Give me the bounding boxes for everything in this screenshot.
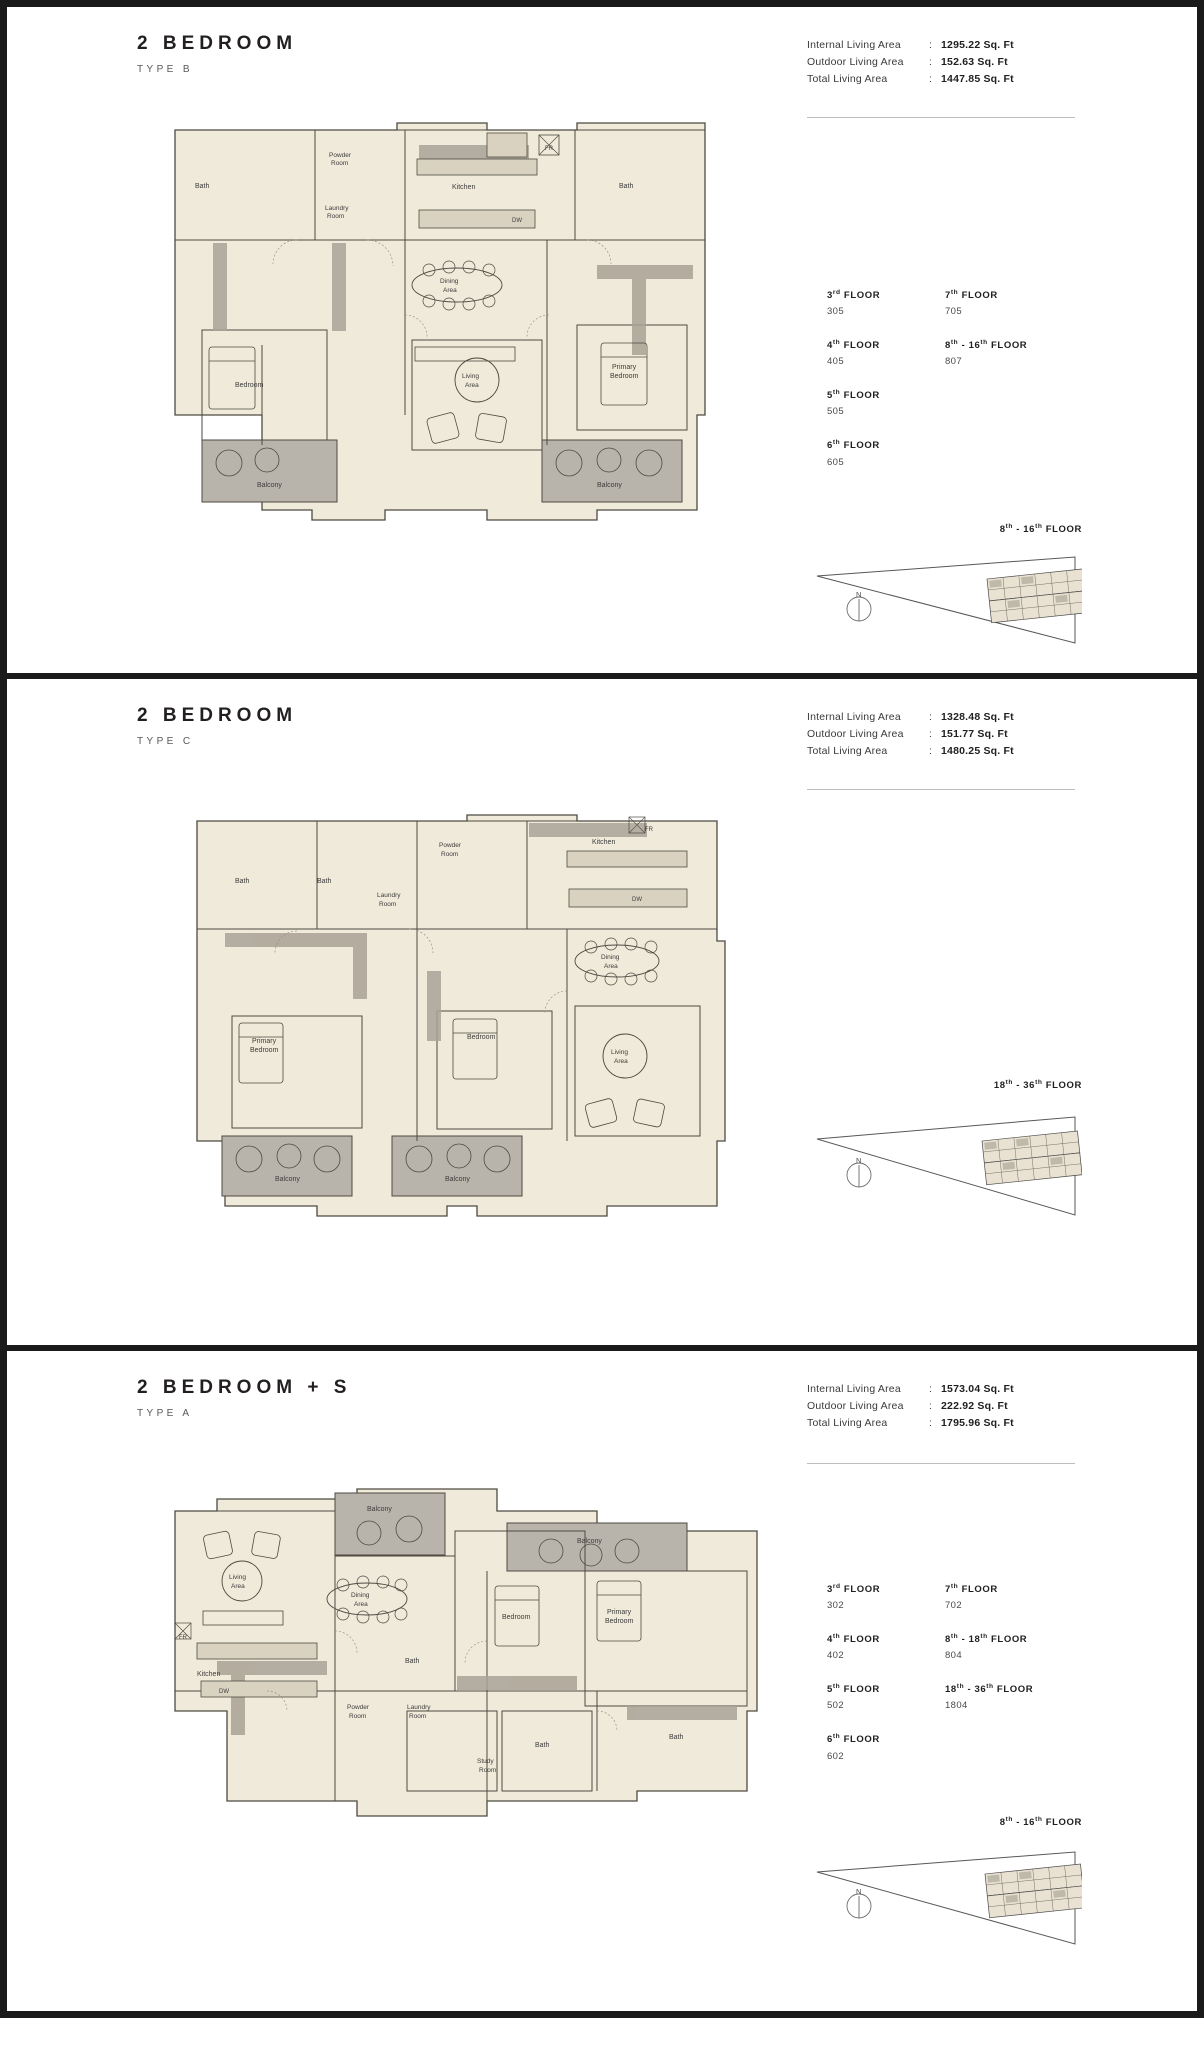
- floor-unit-number: 702: [945, 1600, 963, 1612]
- area-value: 222.92 Sq. Ft: [941, 1400, 1008, 1412]
- svg-text:Primary: Primary: [607, 1609, 632, 1616]
- svg-text:Powder: Powder: [329, 152, 352, 159]
- svg-text:Room: Room: [441, 851, 459, 858]
- floor-label: 5th FLOOR: [827, 389, 880, 402]
- svg-text:Living: Living: [611, 1049, 628, 1056]
- area-label: Total Living Area: [807, 1417, 888, 1429]
- divider: [807, 789, 1075, 790]
- area-colon: :: [929, 711, 932, 723]
- floor-unit-number: 605: [827, 456, 845, 468]
- area-label: Total Living Area: [807, 745, 888, 757]
- area-colon: :: [929, 73, 932, 85]
- unit-block-2bed-plus-s-type-a: [7, 1351, 1197, 2011]
- floor-cell: [827, 1583, 945, 1611]
- svg-text:Bath: Bath: [619, 183, 634, 190]
- keyplan-a: [807, 1816, 1082, 1956]
- area-label: Internal Living Area: [807, 39, 901, 51]
- floor-cell: [945, 1583, 1075, 1611]
- svg-text:Balcony: Balcony: [275, 1176, 300, 1183]
- keyplan-drawing: [807, 541, 1082, 651]
- svg-text:Living: Living: [229, 1574, 246, 1581]
- svg-text:Balcony: Balcony: [257, 482, 282, 489]
- area-colon: :: [929, 1400, 932, 1412]
- unit-title-block-a: [137, 1377, 351, 1419]
- unit-block-2bed-type-b: [7, 7, 1197, 679]
- svg-text:Bath: Bath: [669, 1734, 684, 1741]
- svg-text:Room: Room: [479, 1767, 497, 1774]
- area-row: [807, 39, 1082, 51]
- floor-label: 8th - 18th FLOOR: [945, 1633, 1028, 1646]
- floor-label: 6th FLOOR: [827, 439, 880, 452]
- svg-text:Dining: Dining: [601, 954, 620, 961]
- svg-text:Room: Room: [327, 213, 345, 220]
- svg-text:Area: Area: [465, 382, 479, 389]
- floor-list-b: [827, 289, 1075, 468]
- divider: [807, 1463, 1075, 1464]
- floor-cell: [827, 289, 945, 317]
- floor-cell: [827, 439, 945, 467]
- floor-cell: [827, 389, 945, 417]
- svg-text:Bath: Bath: [405, 1658, 420, 1665]
- svg-text:N: N: [856, 590, 862, 599]
- area-colon: :: [929, 1417, 932, 1429]
- floor-unit-number: 302: [827, 1600, 845, 1612]
- svg-text:Bedroom: Bedroom: [235, 382, 264, 389]
- svg-text:Laundry: Laundry: [377, 892, 401, 899]
- svg-text:Dining: Dining: [440, 278, 459, 285]
- floor-unit-number: 804: [945, 1650, 963, 1662]
- compass-icon: [847, 1887, 871, 1918]
- svg-text:DW: DW: [632, 897, 642, 903]
- area-label: Outdoor Living Area: [807, 56, 904, 68]
- unit-block-2bed-type-c: [7, 679, 1197, 1351]
- keyplan-title: 8th - 16th FLOOR: [999, 523, 1082, 536]
- area-value: 1328.48 Sq. Ft: [941, 711, 1014, 723]
- svg-text:Balcony: Balcony: [597, 482, 622, 489]
- area-label: Outdoor Living Area: [807, 1400, 904, 1412]
- unit-subtitle-c: TYPE C: [137, 736, 194, 747]
- unit-title-block-c: [137, 705, 297, 747]
- floor-label: 3rd FLOOR: [827, 1583, 881, 1596]
- floor-cell: [945, 1683, 1075, 1711]
- floor-unit-number: 505: [827, 406, 845, 418]
- keyplan-svg: [807, 541, 1082, 651]
- area-row: [807, 1383, 1082, 1395]
- floor-cell-empty: [945, 439, 1075, 467]
- area-value: 1573.04 Sq. Ft: [941, 1383, 1014, 1395]
- svg-text:Powder: Powder: [347, 1704, 370, 1711]
- floor-unit-number: 602: [827, 1750, 845, 1762]
- floor-cell-empty: [945, 1733, 1075, 1761]
- floor-label: 4th FLOOR: [827, 1633, 880, 1646]
- svg-text:Laundry: Laundry: [407, 1704, 431, 1711]
- svg-text:Living: Living: [462, 373, 479, 380]
- svg-text:Bedroom: Bedroom: [610, 373, 639, 380]
- keyplan-title: 18th - 36th FLOOR: [993, 1079, 1082, 1092]
- unit-subtitle-b: TYPE B: [137, 64, 193, 75]
- svg-text:Primary: Primary: [252, 1038, 277, 1045]
- area-row: [807, 745, 1082, 757]
- svg-text:Bedroom: Bedroom: [605, 1618, 634, 1625]
- svg-text:Study: Study: [477, 1758, 494, 1765]
- svg-text:Area: Area: [354, 1601, 368, 1608]
- area-row: [807, 1417, 1082, 1429]
- area-row: [807, 711, 1082, 723]
- area-row: [807, 1400, 1082, 1412]
- svg-text:Area: Area: [614, 1058, 628, 1065]
- svg-text:N: N: [856, 1156, 862, 1165]
- keyplan-svg: [807, 1834, 1082, 1954]
- svg-text:FR: FR: [645, 827, 653, 833]
- floor-cell: [945, 339, 1075, 367]
- svg-text:Bedroom: Bedroom: [467, 1034, 496, 1041]
- svg-text:Primary: Primary: [612, 364, 637, 371]
- floor-label: 18th - 36th FLOOR: [945, 1683, 1034, 1696]
- floor-cell: [945, 289, 1075, 317]
- area-value: 1295.22 Sq. Ft: [941, 39, 1014, 51]
- area-value: 1447.85 Sq. Ft: [941, 73, 1014, 85]
- area-value: 151.77 Sq. Ft: [941, 728, 1008, 740]
- compass-icon: [847, 1156, 871, 1187]
- floor-label: 8th - 16th FLOOR: [945, 339, 1028, 352]
- svg-text:Bath: Bath: [195, 183, 210, 190]
- svg-text:Area: Area: [443, 287, 457, 294]
- floor-label: 7th FLOOR: [945, 1583, 998, 1596]
- svg-text:Kitchen: Kitchen: [592, 839, 616, 846]
- floor-label: 5th FLOOR: [827, 1683, 880, 1696]
- area-value: 1480.25 Sq. Ft: [941, 745, 1014, 757]
- keyplan-title: 8th - 16th FLOOR: [999, 1816, 1082, 1829]
- area-colon: :: [929, 1383, 932, 1395]
- keyplan-c: [807, 1079, 1082, 1229]
- floor-cell-empty: [945, 389, 1075, 417]
- keyplan-drawing: [807, 1834, 1082, 1954]
- page-title-a: 2 BEDROOM + S: [137, 1377, 352, 1398]
- page-title-b: 2 BEDROOM: [137, 33, 298, 54]
- floor-unit-number: 405: [827, 356, 845, 368]
- area-colon: :: [929, 39, 932, 51]
- svg-text:Room: Room: [409, 1713, 427, 1720]
- svg-text:FR: FR: [179, 1635, 187, 1641]
- floor-cell: [827, 339, 945, 367]
- area-label: Outdoor Living Area: [807, 728, 904, 740]
- floor-cell: [827, 1683, 945, 1711]
- area-label: Internal Living Area: [807, 711, 901, 723]
- area-table-c: [807, 711, 1082, 762]
- floorplan-drawing-b: [157, 115, 727, 565]
- svg-text:Balcony: Balcony: [367, 1506, 392, 1513]
- floor-label: 4th FLOOR: [827, 339, 880, 352]
- page-title-c: 2 BEDROOM: [137, 705, 298, 726]
- floor-list-a: [827, 1583, 1075, 1762]
- area-row: [807, 73, 1082, 85]
- svg-text:Dining: Dining: [351, 1592, 370, 1599]
- svg-text:Room: Room: [379, 901, 397, 908]
- area-colon: :: [929, 56, 932, 68]
- floor-cell: [827, 1633, 945, 1661]
- floorplan-drawing-a: [157, 1471, 777, 1891]
- floor-label: 3rd FLOOR: [827, 289, 881, 302]
- floor-unit-number: 807: [945, 356, 963, 368]
- keyplan-b: [807, 523, 1082, 653]
- svg-text:DW: DW: [219, 1689, 229, 1695]
- divider: [807, 117, 1075, 118]
- svg-text:DW: DW: [512, 218, 522, 224]
- floor-unit-number: 305: [827, 306, 845, 318]
- floor-cell: [945, 1633, 1075, 1661]
- svg-text:Kitchen: Kitchen: [452, 184, 476, 191]
- floor-unit-number: 1804: [945, 1700, 968, 1712]
- svg-text:Powder: Powder: [439, 842, 462, 849]
- area-value: 1795.96 Sq. Ft: [941, 1417, 1014, 1429]
- floor-label: 7th FLOOR: [945, 289, 998, 302]
- svg-text:Laundry: Laundry: [325, 205, 349, 212]
- svg-text:Room: Room: [349, 1713, 367, 1720]
- area-row: [807, 728, 1082, 740]
- svg-text:FR: FR: [545, 146, 553, 152]
- svg-text:N: N: [856, 1887, 862, 1896]
- svg-text:Area: Area: [231, 1583, 245, 1590]
- svg-text:Area: Area: [604, 963, 618, 970]
- svg-text:Room: Room: [331, 160, 349, 167]
- compass-icon: [847, 590, 871, 621]
- area-table-a: [807, 1383, 1082, 1434]
- floor-label: 6th FLOOR: [827, 1733, 880, 1746]
- area-colon: :: [929, 745, 932, 757]
- floor-unit-number: 402: [827, 1650, 845, 1662]
- unit-title-block-b: [137, 33, 297, 75]
- floorplan-drawing-c: [177, 811, 737, 1271]
- area-table-b: [807, 39, 1082, 90]
- svg-text:Bath: Bath: [317, 878, 332, 885]
- area-colon: :: [929, 728, 932, 740]
- area-row: [807, 56, 1082, 68]
- unit-subtitle-a: TYPE A: [137, 1408, 193, 1419]
- floor-unit-number: 502: [827, 1700, 845, 1712]
- area-value: 152.63 Sq. Ft: [941, 56, 1008, 68]
- svg-text:Bath: Bath: [235, 878, 250, 885]
- svg-text:Bedroom: Bedroom: [502, 1614, 531, 1621]
- floor-unit-number: 705: [945, 306, 963, 318]
- keyplan-svg: [807, 1097, 1082, 1227]
- area-label: Total Living Area: [807, 73, 888, 85]
- svg-text:Bedroom: Bedroom: [250, 1047, 279, 1054]
- svg-text:Balcony: Balcony: [445, 1176, 470, 1183]
- floor-cell: [827, 1733, 945, 1761]
- area-label: Internal Living Area: [807, 1383, 901, 1395]
- svg-text:Balcony: Balcony: [577, 1538, 602, 1545]
- svg-text:Kitchen: Kitchen: [197, 1671, 221, 1678]
- svg-text:Bath: Bath: [535, 1742, 550, 1749]
- keyplan-drawing: [807, 1097, 1082, 1227]
